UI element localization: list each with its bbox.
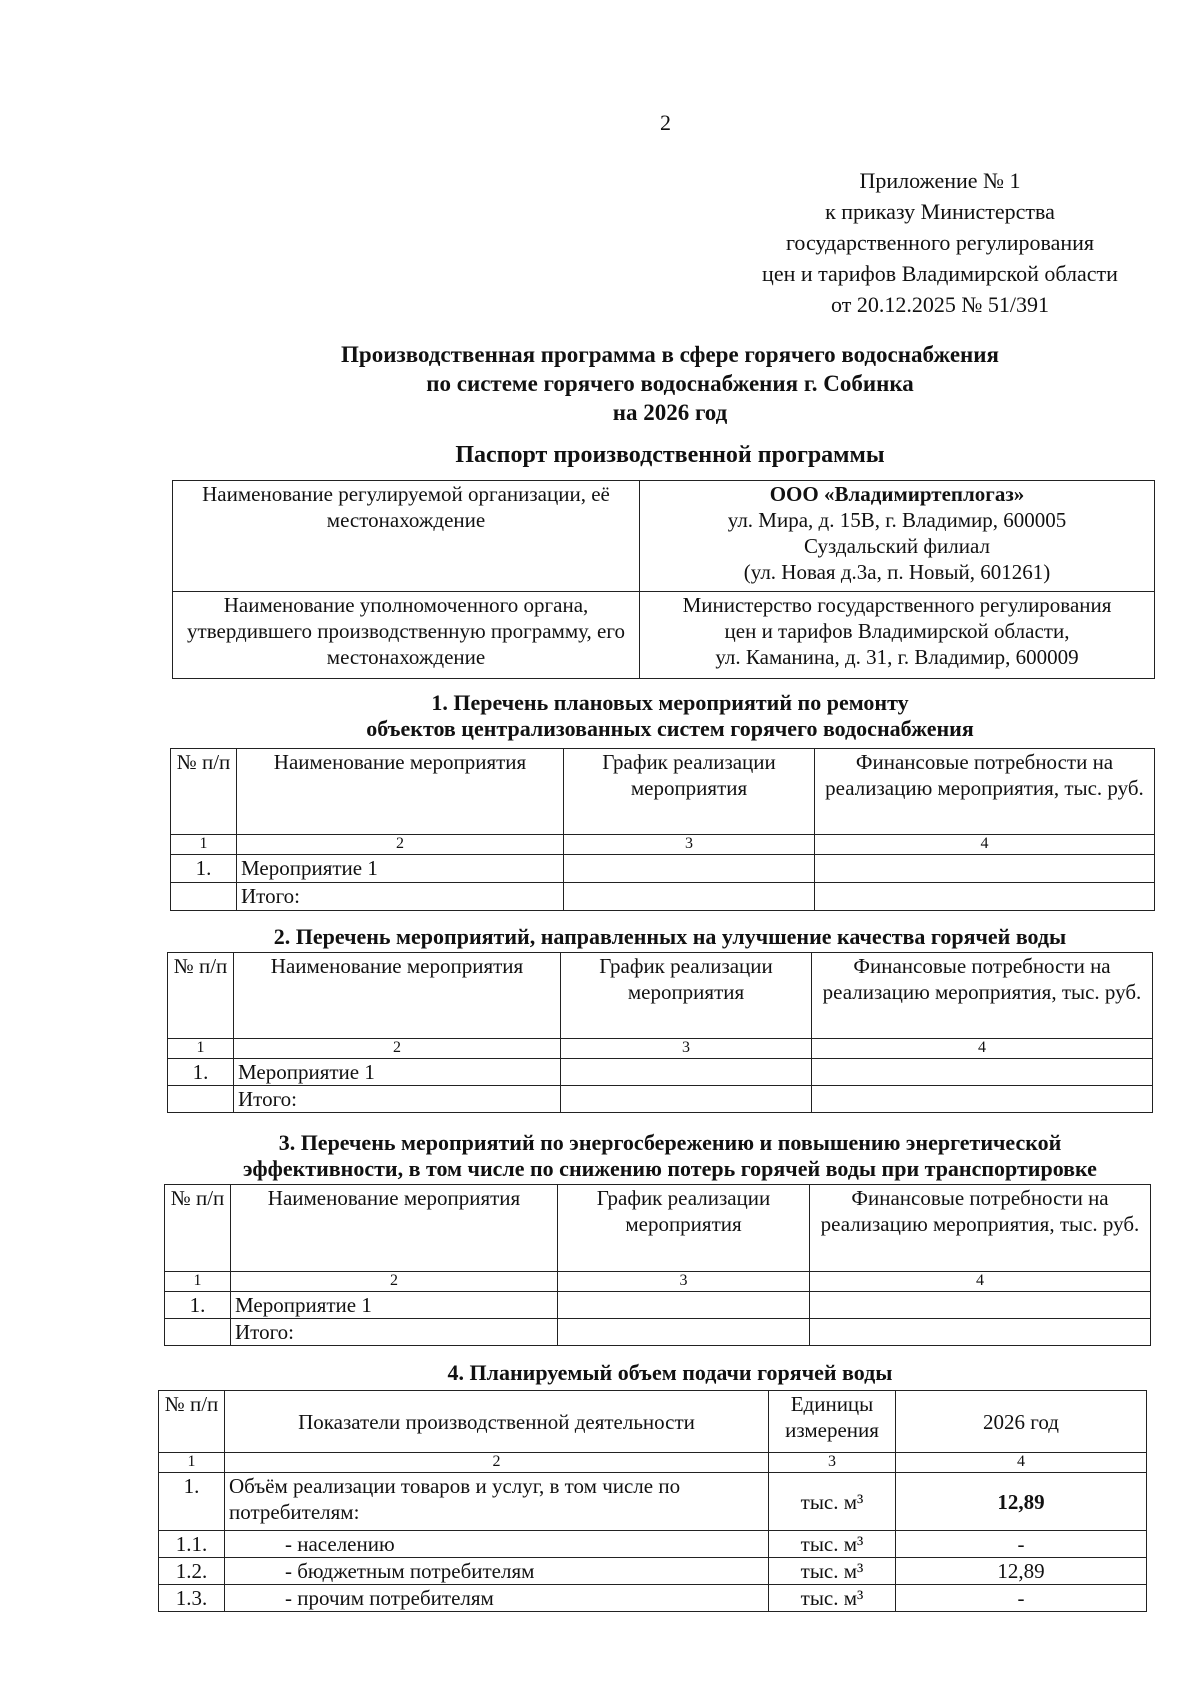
passport-table — [172, 480, 1155, 679]
row-indicator: - бюджетным потребителям — [225, 1558, 769, 1585]
col-index: 3 — [564, 835, 815, 855]
row-value: - — [896, 1585, 1147, 1612]
col-index: 3 — [558, 1272, 810, 1292]
col-index: 4 — [896, 1453, 1147, 1473]
total-finance — [815, 883, 1155, 911]
row-finance — [812, 1059, 1153, 1086]
org-branch-address: (ул. Новая д.3а, п. Новый, 601261) — [743, 560, 1051, 584]
col-index: 2 — [225, 1453, 769, 1473]
appendix-line: от 20.12.2025 № 51/391 — [831, 292, 1049, 317]
section-heading-line: 3. Перечень мероприятий по энергосбережению и повышению энергетической — [278, 1130, 1062, 1155]
col-index: 4 — [812, 1039, 1153, 1059]
row-num: 1.3. — [159, 1585, 225, 1612]
col-index: 4 — [810, 1272, 1151, 1292]
total-num — [168, 1086, 234, 1113]
title-line: на 2026 год — [612, 400, 728, 425]
row-finance — [810, 1292, 1151, 1319]
total-finance — [812, 1086, 1153, 1113]
col-finance-header: Финансовые потребности на реализацию мероприятия, тыс. руб. — [815, 749, 1155, 835]
col-index: 1 — [171, 835, 237, 855]
col-indicator-header: Показатели производственной деятельности — [225, 1391, 769, 1453]
org-info-cell — [640, 481, 1155, 592]
org-name: ООО «Владимиртеплогаз» — [769, 482, 1025, 506]
section4-table — [158, 1390, 1147, 1612]
document-title — [160, 340, 1180, 427]
appendix-block — [720, 165, 1160, 320]
row-name: Мероприятие 1 — [234, 1059, 561, 1086]
total-schedule — [558, 1319, 810, 1346]
section4-heading: 4. Планируемый объем подачи горячей воды — [447, 1360, 893, 1385]
col-schedule-header: График реализации мероприятия — [561, 953, 812, 1039]
row-value: 12,89 — [896, 1558, 1147, 1585]
row-schedule — [564, 855, 815, 883]
col-name-header: Наименование мероприятия — [237, 749, 564, 835]
row-unit: тыс. м³ — [769, 1558, 896, 1585]
col-year-header: 2026 год — [896, 1391, 1147, 1453]
appendix-line: к приказу Министерства — [825, 199, 1055, 224]
col-index: 3 — [769, 1453, 896, 1473]
section3-heading — [160, 1130, 1180, 1182]
col-index: 1 — [168, 1039, 234, 1059]
col-num-header: № п/п — [168, 953, 234, 1039]
row-name: Мероприятие 1 — [231, 1292, 558, 1319]
row-name: Мероприятие 1 — [237, 855, 564, 883]
title-line: Производственная программа в сфере горячего водоснабжения — [341, 342, 999, 367]
total-schedule — [561, 1086, 812, 1113]
authority-label-cell: Наименование уполномоченного органа, утвердившего производственную программу, его местонахождение — [173, 592, 640, 679]
row-num: 1. — [171, 855, 237, 883]
row-num: 1. — [168, 1059, 234, 1086]
row-finance — [815, 855, 1155, 883]
section-heading-line: 1. Перечень плановых мероприятий по ремонту — [431, 690, 909, 715]
total-finance — [810, 1319, 1151, 1346]
total-label: Итого: — [231, 1319, 558, 1346]
org-address: ул. Мира, д. 15В, г. Владимир, 600005 — [727, 508, 1067, 532]
col-name-header: Наименование мероприятия — [234, 953, 561, 1039]
title-line: по системе горячего водоснабжения г. Собинка — [426, 371, 914, 396]
row-num: 1. — [165, 1292, 231, 1319]
total-label: Итого: — [234, 1086, 561, 1113]
col-index: 3 — [561, 1039, 812, 1059]
total-schedule — [564, 883, 815, 911]
row-unit: тыс. м³ — [769, 1531, 896, 1558]
row-indicator: - прочим потребителям — [225, 1585, 769, 1612]
col-index: 1 — [165, 1272, 231, 1292]
row-unit: тыс. м³ — [769, 1473, 896, 1531]
col-unit-header: Единицы измерения — [769, 1391, 896, 1453]
col-name-header: Наименование мероприятия — [231, 1185, 558, 1272]
passport-heading: Паспорт производственной программы — [455, 442, 885, 468]
col-index: 2 — [234, 1039, 561, 1059]
col-num-header: № п/п — [165, 1185, 231, 1272]
section2-table — [167, 952, 1153, 1113]
col-schedule-header: График реализации мероприятия — [564, 749, 815, 835]
authority-info-cell — [640, 592, 1155, 679]
row-schedule — [558, 1292, 810, 1319]
row-num: 1.2. — [159, 1558, 225, 1585]
row-indicator: - населению — [225, 1531, 769, 1558]
row-unit: тыс. м³ — [769, 1585, 896, 1612]
col-schedule-header: График реализации мероприятия — [558, 1185, 810, 1272]
col-num-header: № п/п — [171, 749, 237, 835]
appendix-line: Приложение № 1 — [859, 168, 1021, 193]
total-num — [171, 883, 237, 911]
section3-table — [164, 1184, 1151, 1346]
row-schedule — [561, 1059, 812, 1086]
row-value: 12,89 — [896, 1473, 1147, 1531]
section-heading-line: объектов централизованных систем горячего водоснабжения — [366, 716, 974, 741]
section1-table — [170, 748, 1155, 911]
col-index: 2 — [237, 835, 564, 855]
authority-line: цен и тарифов Владимирской области, — [724, 619, 1070, 643]
row-num: 1.1. — [159, 1531, 225, 1558]
authority-line: Министерство государственного регулирования — [682, 593, 1112, 617]
authority-line: ул. Каманина, д. 31, г. Владимир, 600009 — [715, 645, 1079, 669]
col-index: 1 — [159, 1453, 225, 1473]
page-number: 2 — [660, 110, 671, 135]
appendix-line: цен и тарифов Владимирской области — [762, 261, 1118, 286]
appendix-line: государственного регулирования — [785, 230, 1095, 255]
col-finance-header: Финансовые потребности на реализацию мероприятия, тыс. руб. — [810, 1185, 1151, 1272]
total-num — [165, 1319, 231, 1346]
total-label: Итого: — [237, 883, 564, 911]
row-num: 1. — [159, 1473, 225, 1531]
section1-heading — [160, 690, 1180, 742]
col-num-header: № п/п — [159, 1391, 225, 1453]
col-index: 2 — [231, 1272, 558, 1292]
section-heading-line: эффективности, в том числе по снижению потерь горячей воды при транспортировке — [243, 1156, 1097, 1181]
row-value: - — [896, 1531, 1147, 1558]
col-index: 4 — [815, 835, 1155, 855]
col-finance-header: Финансовые потребности на реализацию мероприятия, тыс. руб. — [812, 953, 1153, 1039]
org-label-cell: Наименование регулируемой организации, её местонахождение — [173, 481, 640, 592]
row-indicator: Объём реализации товаров и услуг, в том числе по потребителям: — [225, 1473, 769, 1531]
section2-heading: 2. Перечень мероприятий, направленных на улучшение качества горячей воды — [273, 924, 1067, 949]
org-branch: Суздальский филиал — [804, 534, 990, 558]
